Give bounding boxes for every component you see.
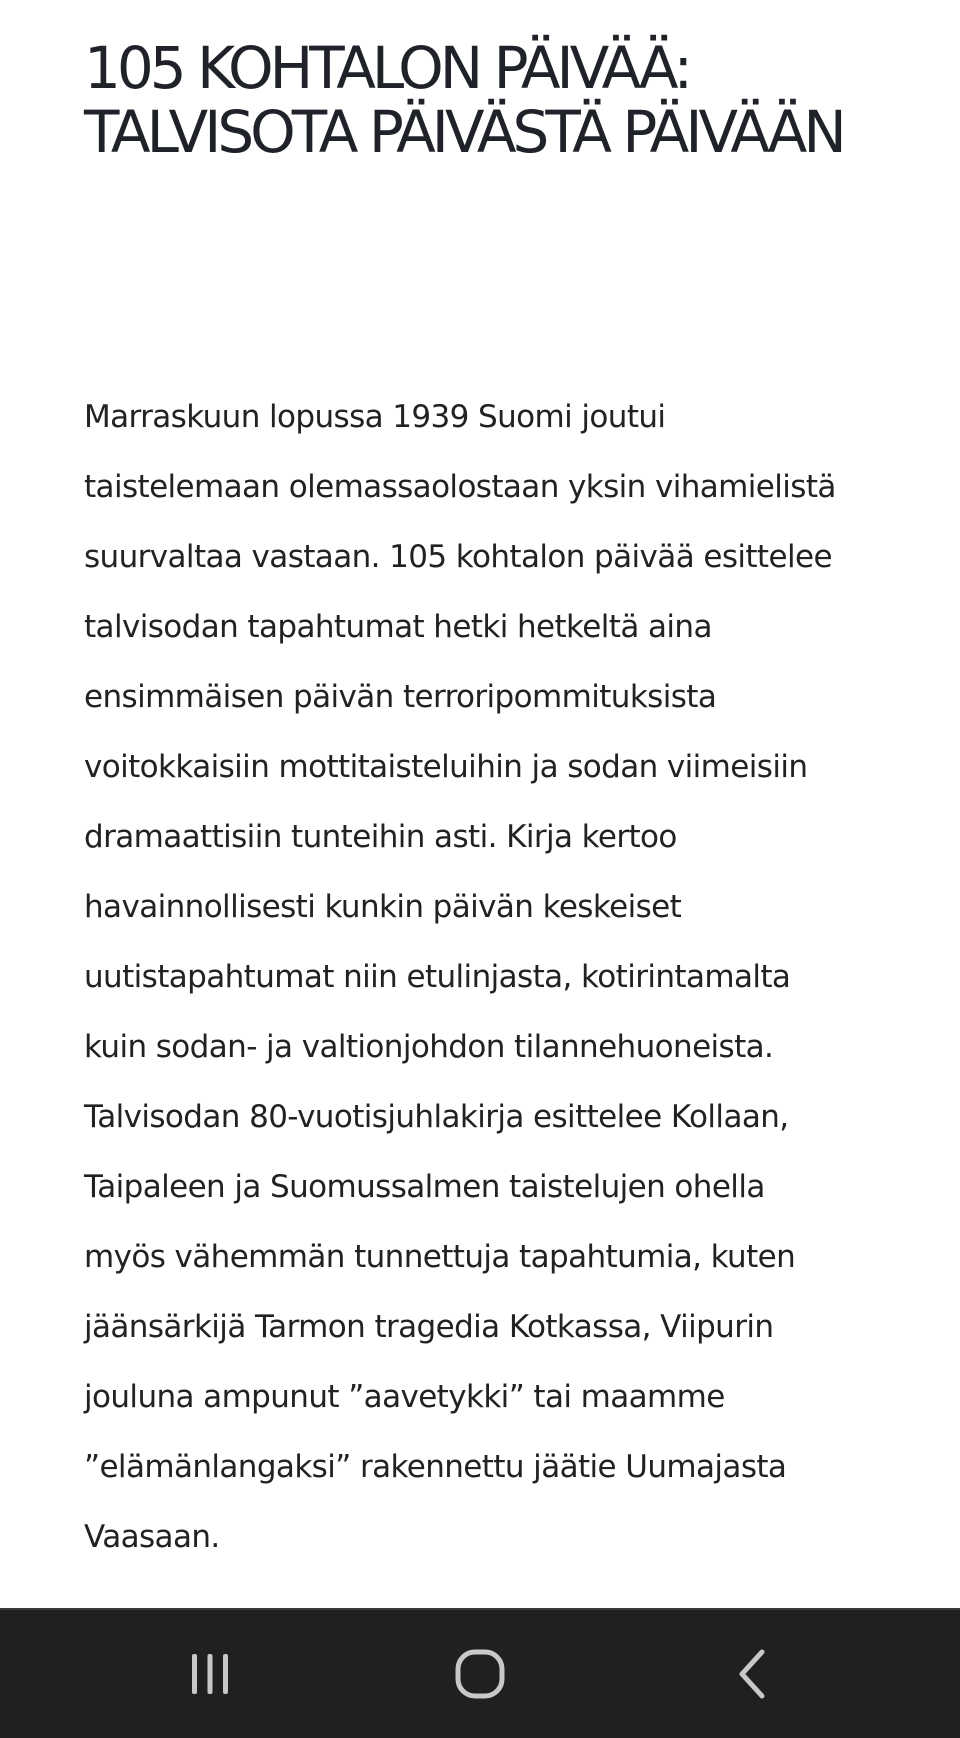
body-line: kuin sodan- ja valtionjohdon tilannehuoneista. bbox=[84, 1029, 774, 1065]
body-line: dramaattisiin tunteihin asti. Kirja kertoo bbox=[84, 819, 677, 855]
body-line: suurvaltaa vastaan. 105 kohtalon päivää esittelee bbox=[84, 539, 832, 575]
body-line: uutistapahtumat niin etulinjasta, kotirintamalta bbox=[84, 959, 791, 995]
recent-apps-button[interactable] bbox=[150, 1610, 270, 1738]
body-line: Taipaleen ja Suomussalmen taistelujen ohella bbox=[84, 1169, 765, 1205]
body-line: jouluna ampunut ”aavetykki” tai maamme bbox=[84, 1379, 725, 1415]
article-body bbox=[84, 382, 904, 1572]
home-icon bbox=[454, 1648, 506, 1700]
body-line: talvisodan tapahtumat hetki hetkeltä aina bbox=[84, 609, 712, 645]
body-line: Vaasaan. bbox=[84, 1519, 220, 1555]
system-navigation-bar bbox=[0, 1608, 960, 1738]
body-line: ensimmäisen päivän terroripommituksista bbox=[84, 679, 717, 715]
body-line: taistelemaan olemassaolostaan yksin vihamielistä bbox=[84, 469, 836, 505]
body-line: Marraskuun lopussa 1939 Suomi joutui bbox=[84, 399, 666, 435]
body-line: ”elämänlangaksi” rakennettu jäätie Uumajasta bbox=[84, 1449, 787, 1485]
recents-icon bbox=[187, 1651, 233, 1697]
title-line-1: 105 KOHTALON PÄIVÄÄ: bbox=[84, 34, 690, 102]
body-line: jäänsärkijä Tarmon tragedia Kotkassa, Viipurin bbox=[84, 1309, 774, 1345]
page-title bbox=[84, 36, 914, 164]
body-line: voitokkaisiin mottitaisteluihin ja sodan viimeisiin bbox=[84, 749, 808, 785]
back-icon bbox=[734, 1648, 770, 1700]
title-line-2: TALVISOTA PÄIVÄSTÄ PÄIVÄÄN bbox=[84, 98, 843, 166]
back-button[interactable] bbox=[692, 1610, 812, 1738]
home-button[interactable] bbox=[420, 1610, 540, 1738]
body-line: havainnollisesti kunkin päivän keskeiset bbox=[84, 889, 682, 925]
body-line: myös vähemmän tunnettuja tapahtumia, kuten bbox=[84, 1239, 796, 1275]
body-line: Talvisodan 80-vuotisjuhlakirja esittelee Kollaan, bbox=[84, 1099, 789, 1135]
